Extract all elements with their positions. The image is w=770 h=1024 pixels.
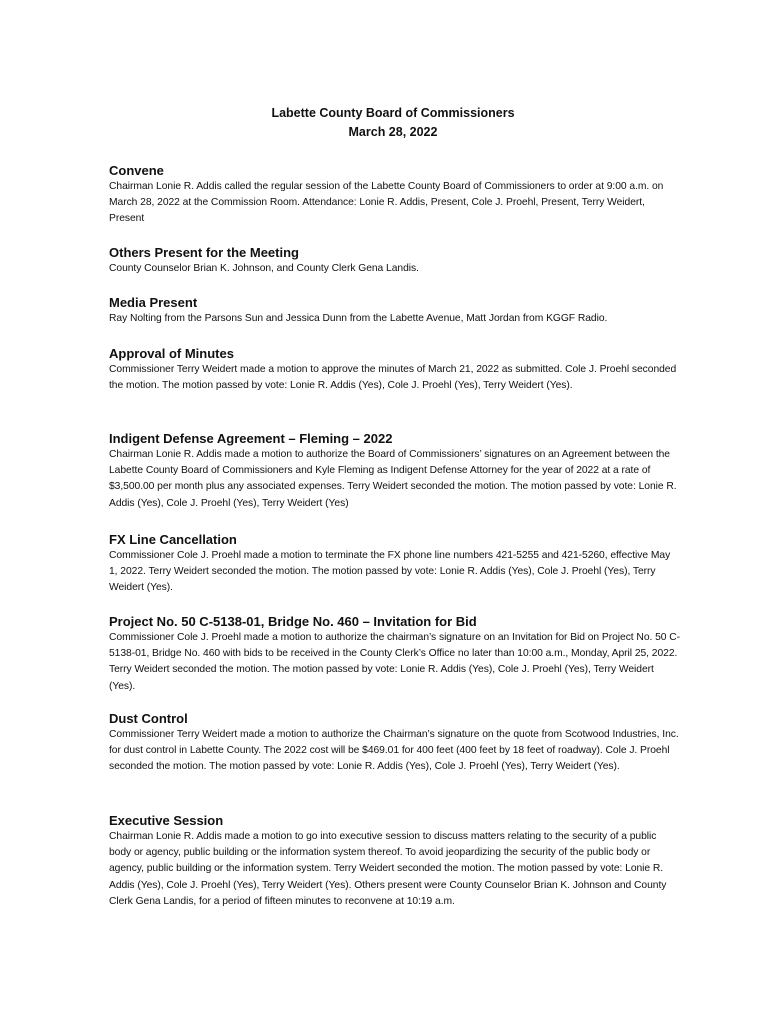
section-heading: Indigent Defense Agreement – Fleming – 2022 (109, 431, 393, 446)
section-body: Commissioner Cole J. Proehl made a motion to authorize the chairman’s signature on an Invitation for Bid on Project No. 50 C-5138-01, Bridge No. 460 with bids to be received in the County Clerk’s Office no later than 10:00 a.m., Monday, April 25, 2022. Terry Weidert seconded the motion. The motion passed by vote: Lonie R. Addis (Yes), Cole J. Proehl (Yes), Terry Weidert (Yes). (109, 632, 681, 692)
section-indigent-defense-agreement (109, 430, 681, 512)
section-media-present (109, 294, 681, 327)
section-executive-session (109, 812, 681, 910)
section-heading: Approval of Minutes (109, 346, 234, 361)
section-others-present (109, 244, 681, 277)
document-date: March 28, 2022 (348, 125, 438, 139)
document-title: Labette County Board of Commissioners (271, 106, 515, 120)
section-dust-control (109, 710, 681, 776)
section-heading: Others Present for the Meeting (109, 245, 299, 260)
section-body: County Counselor Brian K. Johnson, and County Clerk Gena Landis. (109, 263, 419, 274)
section-heading: Dust Control (109, 711, 188, 726)
section-heading: FX Line Cancellation (109, 532, 237, 547)
section-heading: Media Present (109, 295, 198, 310)
section-invitation-for-bid (109, 613, 681, 695)
section-body: Ray Nolting from the Parsons Sun and Jessica Dunn from the Labette Avenue, Matt Jordan from KGGF Radio. (109, 313, 608, 324)
section-body: Commissioner Cole J. Proehl made a motion to terminate the FX phone line numbers 421-5255 and 421-5260, effective May 1, 2022. Terry Weidert seconded the motion. The motion passed by vote: Lonie R. Addis (Yes), Cole J. Proehl (Yes), Terry Weidert (Yes). (109, 550, 671, 594)
section-body: Commissioner Terry Weidert made a motion to authorize the Chairman’s signature on the quote from Scotwood Industries, Inc. for dust control in Labette County. The 2022 cost will be $469.01 for 400 feet (400 feet by 18 feet of roadway). Cole J. Proehl seconded the motion. The motion passed by vote: Lonie R. Addis (Yes), Cole J. Proehl (Yes), Terry Weidert (Yes). (109, 729, 679, 773)
section-convene (109, 162, 681, 228)
section-body: Chairman Lonie R. Addis called the regular session of the Labette County Board of Commissioners to order at 9:00 a.m. on March 28, 2022 at the Commission Room. Attendance: Lonie R. Addis, Present, Cole J. Proehl, Present, Terry Weidert, Present (109, 181, 664, 225)
section-heading: Convene (109, 163, 164, 178)
section-fx-line-cancellation (109, 531, 681, 597)
section-body: Chairman Lonie R. Addis made a motion to go into executive session to discuss matters relating to the security of a public body or agency, public building or the information system thereof. To avoid jeopardizing the security of the public body or agency, public building or the information system. Terry Weidert seconded the motion. The motion passed by vote: Lonie R. Addis (Yes), Cole J. Proehl (Yes), Terry Weidert (Yes). Others present were County Counselor Brian K. Johnson and County Clerk Gena Landis, for a period of fifteen minutes to reconvene at 10:19 a.m. (109, 831, 667, 907)
section-heading: Executive Session (109, 813, 224, 828)
document-header (0, 104, 770, 142)
section-body: Commissioner Terry Weidert made a motion to approve the minutes of March 21, 2022 as submitted. Cole J. Proehl seconded the motion. The motion passed by vote: Lonie R. Addis (Yes), Cole J. Proehl (Yes), Terry Weidert (Yes). (109, 364, 677, 392)
section-body: Chairman Lonie R. Addis made a motion to authorize the Board of Commissioners’ signatures on an Agreement between the Labette County Board of Commissioners and Kyle Fleming as Indigent Defense Attorney for the year of 2022 at a rate of $3,500.00 per month plus any associated expenses. Terry Weidert seconded the motion. The motion passed by vote: Lonie R. Addis (Yes), Cole J. Proehl (Yes), Terry Weidert (Yes) (109, 449, 677, 509)
section-heading: Project No. 50 C-5138-01, Bridge No. 460 – Invitation for Bid (109, 614, 477, 629)
section-approval-of-minutes (109, 345, 681, 394)
